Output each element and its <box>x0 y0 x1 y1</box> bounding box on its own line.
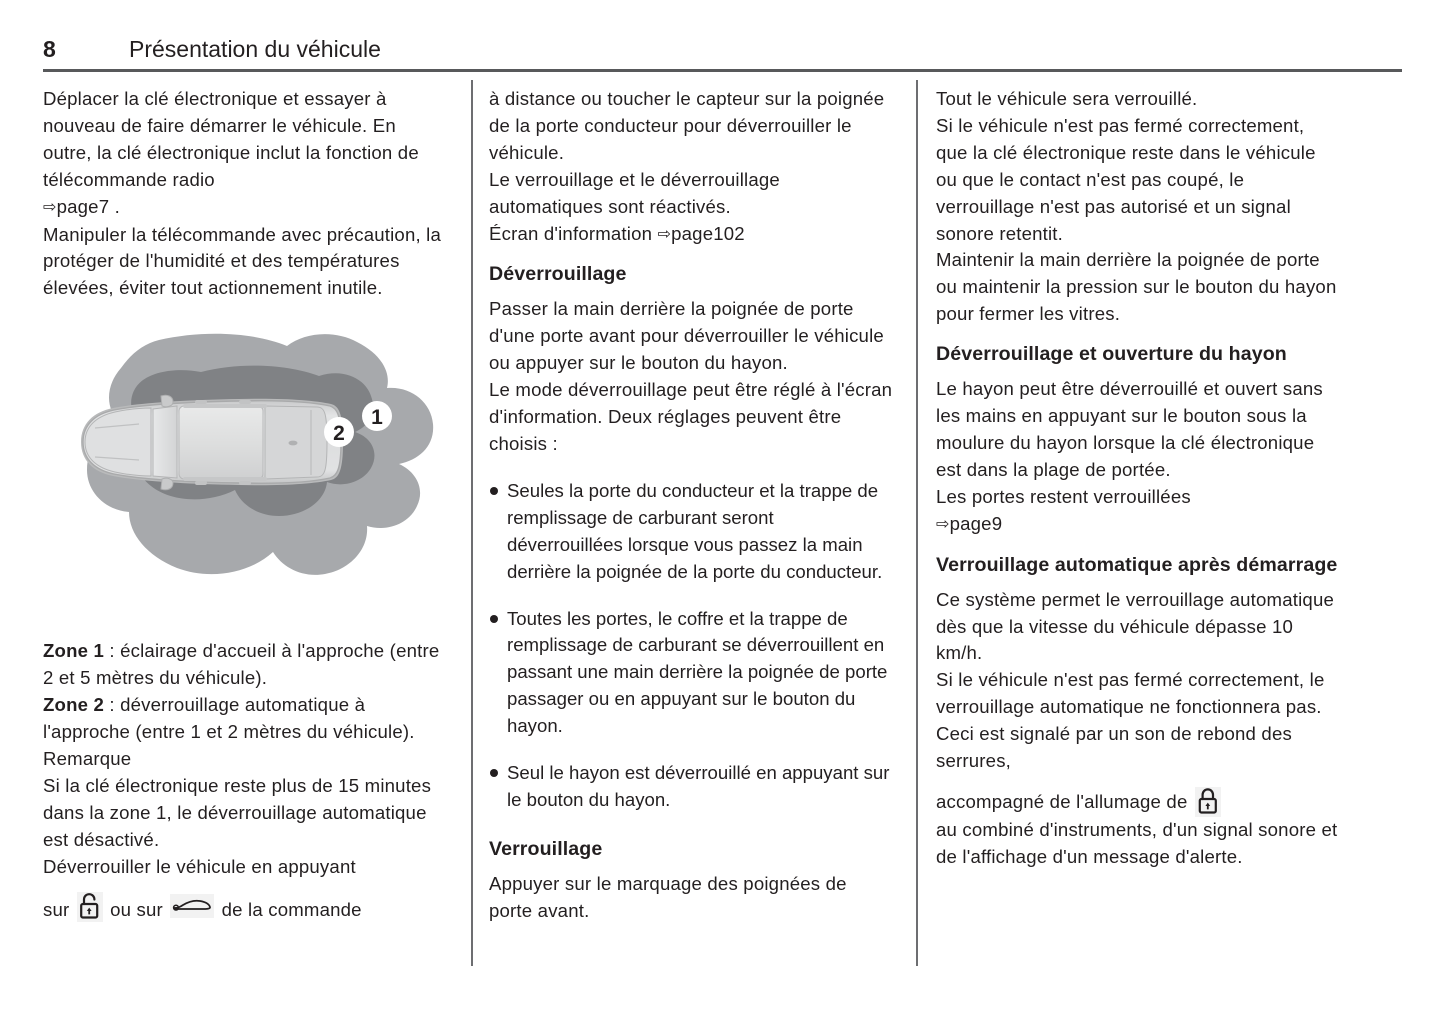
page-ref-arrow-icon: ⇨ <box>43 196 57 216</box>
c1-page-ref-suffix: . <box>114 195 120 217</box>
c1-unlock-sur: sur <box>43 899 70 921</box>
c3-autolock-icon-line <box>936 787 1340 817</box>
locked-padlock-icon <box>1195 787 1221 817</box>
list-item <box>489 606 893 741</box>
c1-zone1-description <box>43 638 447 692</box>
list-item <box>489 478 893 586</box>
callout-1-label: 1 <box>371 406 383 430</box>
heading-deverrouillage: Déverrouillage <box>489 263 627 286</box>
c1-paragraph-1 <box>43 86 447 222</box>
column-divider-1 <box>471 80 473 966</box>
zone-1-label: Zone 1 <box>43 640 105 662</box>
column-3 <box>936 86 1340 976</box>
list-item-text: Toutes les portes, le coffre et la trappe de remplissage de carburant se déverrouillent en passant une main derrière la poignée de porte passager ou en appuyant sur le bouton du hayon. <box>507 607 888 737</box>
c2-unlock-paragraph-2: Le mode déverrouillage peut être réglé à l'écran d'information. Deux réglages peuvent être choisis : <box>489 379 893 454</box>
list-item-text: Seul le hayon est déverrouillé en appuyant sur le bouton du hayon. <box>507 762 890 810</box>
car-profile-icon <box>170 894 214 918</box>
zone-2-label: Zone 2 <box>43 694 105 716</box>
c2-info-screen-label: Écran d'information <box>489 222 653 244</box>
callout-1 <box>362 401 392 431</box>
c1-page-ref-target[interactable]: page7 <box>56 195 110 217</box>
c1-paragraph-1-text: Déplacer la clé électronique et essayer à nouveau de faire démarrer le véhicule. En outre, la clé électronique inclut la fonction de télécommande radio <box>43 88 419 190</box>
bullet-dot-icon <box>490 487 498 495</box>
c2-page-ref-target[interactable]: page102 <box>671 222 745 244</box>
zone-1-text: : éclairage d'accueil à l'approche (entre 2 et 5 mètres du véhicule). <box>43 640 440 689</box>
c1-remark-heading: Remarque <box>43 747 132 769</box>
page-title: Présentation du véhicule <box>129 36 381 62</box>
unlock-padlock-icon <box>77 892 103 922</box>
c2-unlock-paragraph-1: Passer la main derrière la poignée de porte d'une porte avant pour déverrouiller le véhicule ou appuyer sur le bouton du hayon. <box>489 298 884 374</box>
page-number: 8 <box>43 36 56 62</box>
c3-autolock-paragraph-1: Ce système permet le verrouillage automatique dès que la vitesse du véhicule dépasse 10 km/h. <box>936 588 1334 664</box>
c3-tailgate-paragraph-2: Les portes restent verrouillées <box>936 485 1191 507</box>
c1-unlock-icons-line <box>43 892 447 924</box>
callout-2-label: 2 <box>333 422 345 446</box>
callout-2 <box>324 417 354 447</box>
c2-paragraph-1: à distance ou toucher le capteur sur la poignée de la porte conducteur pour déverrouiller le véhicule. <box>489 88 885 163</box>
c3-paragraph-1: Tout le véhicule sera verrouillé. <box>936 88 1198 109</box>
heading-verrouillage-automatique: Verrouillage automatique après démarrage <box>936 553 1338 576</box>
c1-paragraph-2: Manipuler la télécommande avec précaution, la protéger de l'humidité et des températures élevées, éviter tout actionnement inutile. <box>43 223 442 299</box>
vehicle-zones-figure <box>43 324 447 624</box>
c2-lock-paragraph: Appuyer sur le marquage des poignées de porte avant. <box>489 872 847 921</box>
header-divider-rule <box>43 69 1402 72</box>
c3-autolock-paragraph-3: au combiné d'instruments, d'un signal sonore et de l'affichage d'un message d'alerte. <box>936 818 1338 867</box>
c3-paragraph-2: Si le véhicule n'est pas fermé correctement, que la clé électronique reste dans le véhicule ou que le contact n'est pas coupé, le verrouillage n'est pas autorisé et un signal sonore retentit. <box>936 114 1316 244</box>
content-columns <box>43 86 1402 976</box>
column-1 <box>43 86 447 976</box>
c1-unlock-ou-sur: ou sur <box>110 899 163 921</box>
c3-tailgate-page-ref <box>936 511 1340 539</box>
vehicle-zones-illustration <box>43 324 447 624</box>
c1-remark-text: Si la clé électronique reste plus de 15 minutes dans la zone 1, le déverrouillage automatique est désactivé. <box>43 774 432 850</box>
c2-paragraph-2: Le verrouillage et le déverrouillage automatiques sont réactivés. <box>489 168 780 217</box>
c1-unlock-line: Déverrouiller le véhicule en appuyant <box>43 855 356 877</box>
page-ref-arrow-icon: ⇨ <box>657 223 672 243</box>
page-header <box>43 34 1402 72</box>
c1-zone2-description <box>43 692 447 746</box>
bullet-dot-icon <box>490 769 498 777</box>
c3-page-ref-target[interactable]: page9 <box>949 512 1003 534</box>
c3-tailgate-paragraph-1: Le hayon peut être déverrouillé et ouvert sans les mains en appuyant sur le bouton sous la moulure du hayon lorsque la clé électronique est dans la plage de portée. <box>936 378 1323 480</box>
heading-deverrouillage-hayon: Déverrouillage et ouverture du hayon <box>936 343 1287 366</box>
column-divider-2 <box>916 80 918 966</box>
c1-unlock-tail: de la commande <box>221 899 362 921</box>
column-2 <box>489 86 893 976</box>
page-ref-arrow-icon: ⇨ <box>936 513 950 533</box>
heading-verrouillage: Verrouillage <box>489 837 603 860</box>
bullet-dot-icon <box>490 615 498 623</box>
list-item-text: Seules la porte du conducteur et la trappe de remplissage de carburant seront déverrouillées lorsque vous passez la main derrière la poignée de la porte du conducteur. <box>507 479 883 582</box>
c3-paragraph-3: Maintenir la main derrière la poignée de porte ou maintenir la pression sur le bouton du hayon pour fermer les vitres. <box>936 249 1337 325</box>
list-item <box>489 760 893 814</box>
c3-autolock-paragraph-2: Si le véhicule n'est pas fermé correctement, le verrouillage automatique ne fonctionnera pas. Ceci est signalé par un son de rebond des serrures, <box>936 669 1325 772</box>
zone-2-text: : déverrouillage automatique à l'approche (entre 1 et 2 mètres du véhicule). <box>43 694 415 742</box>
unlock-modes-list <box>489 478 893 814</box>
c3-autolock-icon-prefix: accompagné de l'allumage de <box>936 790 1188 812</box>
vehicle-top-view <box>81 396 343 491</box>
c2-info-screen-ref <box>489 221 893 249</box>
